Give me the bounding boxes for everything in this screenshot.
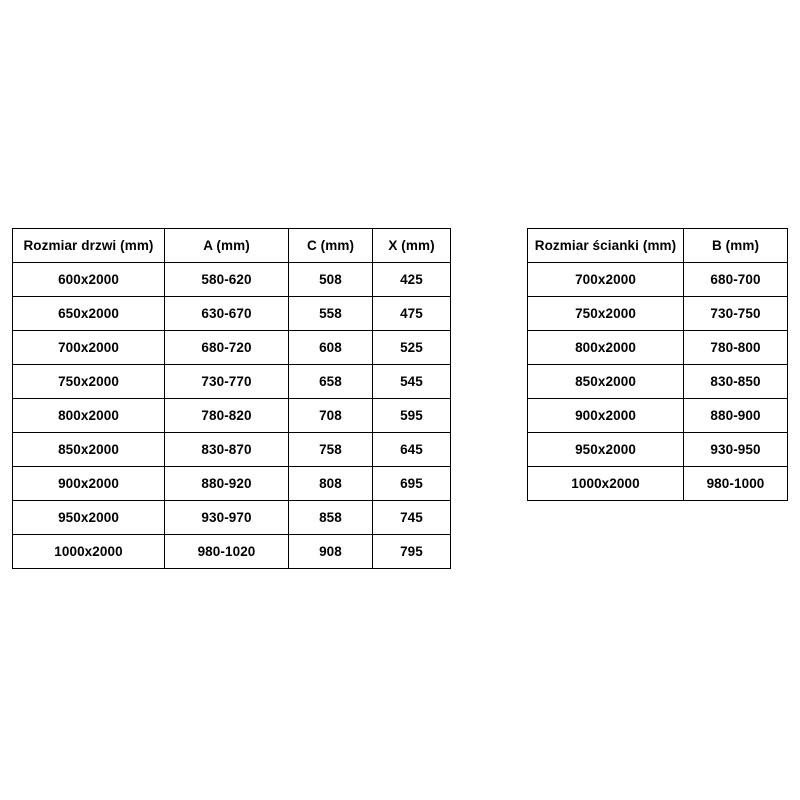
cell-size: 650x2000 <box>13 297 165 331</box>
cell-x: 645 <box>373 433 451 467</box>
cell-size: 950x2000 <box>13 501 165 535</box>
cell-b: 830-850 <box>684 365 788 399</box>
cell-size: 800x2000 <box>13 399 165 433</box>
table-row <box>13 263 451 297</box>
cell-x: 595 <box>373 399 451 433</box>
cell-a: 780-820 <box>165 399 289 433</box>
cell-size: 850x2000 <box>13 433 165 467</box>
table-row <box>528 297 788 331</box>
table-row <box>13 467 451 501</box>
table-row <box>528 365 788 399</box>
doors-header-c: C (mm) <box>289 229 373 263</box>
table-header-row <box>13 229 451 263</box>
cell-b: 930-950 <box>684 433 788 467</box>
cell-b: 730-750 <box>684 297 788 331</box>
table-row <box>13 365 451 399</box>
table-row <box>13 433 451 467</box>
doors-dimensions-table <box>12 228 451 569</box>
cell-size: 900x2000 <box>13 467 165 501</box>
cell-a: 680-720 <box>165 331 289 365</box>
cell-size: 800x2000 <box>528 331 684 365</box>
walls-dimensions-table <box>527 228 788 501</box>
cell-x: 695 <box>373 467 451 501</box>
table-row <box>13 501 451 535</box>
cell-x: 425 <box>373 263 451 297</box>
table-row <box>528 263 788 297</box>
cell-size: 950x2000 <box>528 433 684 467</box>
cell-c: 508 <box>289 263 373 297</box>
tables-container <box>12 228 788 569</box>
cell-x: 475 <box>373 297 451 331</box>
cell-c: 558 <box>289 297 373 331</box>
cell-a: 830-870 <box>165 433 289 467</box>
doors-header-a: A (mm) <box>165 229 289 263</box>
cell-size: 1000x2000 <box>528 467 684 501</box>
cell-size: 750x2000 <box>528 297 684 331</box>
cell-size: 700x2000 <box>13 331 165 365</box>
cell-b: 680-700 <box>684 263 788 297</box>
cell-a: 580-620 <box>165 263 289 297</box>
walls-header-b: B (mm) <box>684 229 788 263</box>
cell-c: 708 <box>289 399 373 433</box>
table-row <box>528 399 788 433</box>
cell-c: 608 <box>289 331 373 365</box>
doors-header-x: X (mm) <box>373 229 451 263</box>
cell-c: 808 <box>289 467 373 501</box>
cell-b: 880-900 <box>684 399 788 433</box>
cell-a: 630-670 <box>165 297 289 331</box>
cell-c: 908 <box>289 535 373 569</box>
cell-size: 1000x2000 <box>13 535 165 569</box>
cell-size: 700x2000 <box>528 263 684 297</box>
table-row <box>13 297 451 331</box>
doors-header-size: Rozmiar drzwi (mm) <box>13 229 165 263</box>
cell-x: 745 <box>373 501 451 535</box>
table-row <box>528 331 788 365</box>
cell-size: 600x2000 <box>13 263 165 297</box>
cell-x: 525 <box>373 331 451 365</box>
table-row <box>528 467 788 501</box>
cell-size: 750x2000 <box>13 365 165 399</box>
cell-x: 795 <box>373 535 451 569</box>
cell-a: 730-770 <box>165 365 289 399</box>
cell-c: 658 <box>289 365 373 399</box>
table-row <box>528 433 788 467</box>
cell-size: 900x2000 <box>528 399 684 433</box>
table-row <box>13 399 451 433</box>
cell-a: 930-970 <box>165 501 289 535</box>
walls-header-size: Rozmiar ścianki (mm) <box>528 229 684 263</box>
cell-b: 780-800 <box>684 331 788 365</box>
cell-a: 980-1020 <box>165 535 289 569</box>
cell-c: 758 <box>289 433 373 467</box>
cell-a: 880-920 <box>165 467 289 501</box>
table-header-row <box>528 229 788 263</box>
cell-c: 858 <box>289 501 373 535</box>
cell-b: 980-1000 <box>684 467 788 501</box>
cell-x: 545 <box>373 365 451 399</box>
table-row <box>13 535 451 569</box>
cell-size: 850x2000 <box>528 365 684 399</box>
table-row <box>13 331 451 365</box>
